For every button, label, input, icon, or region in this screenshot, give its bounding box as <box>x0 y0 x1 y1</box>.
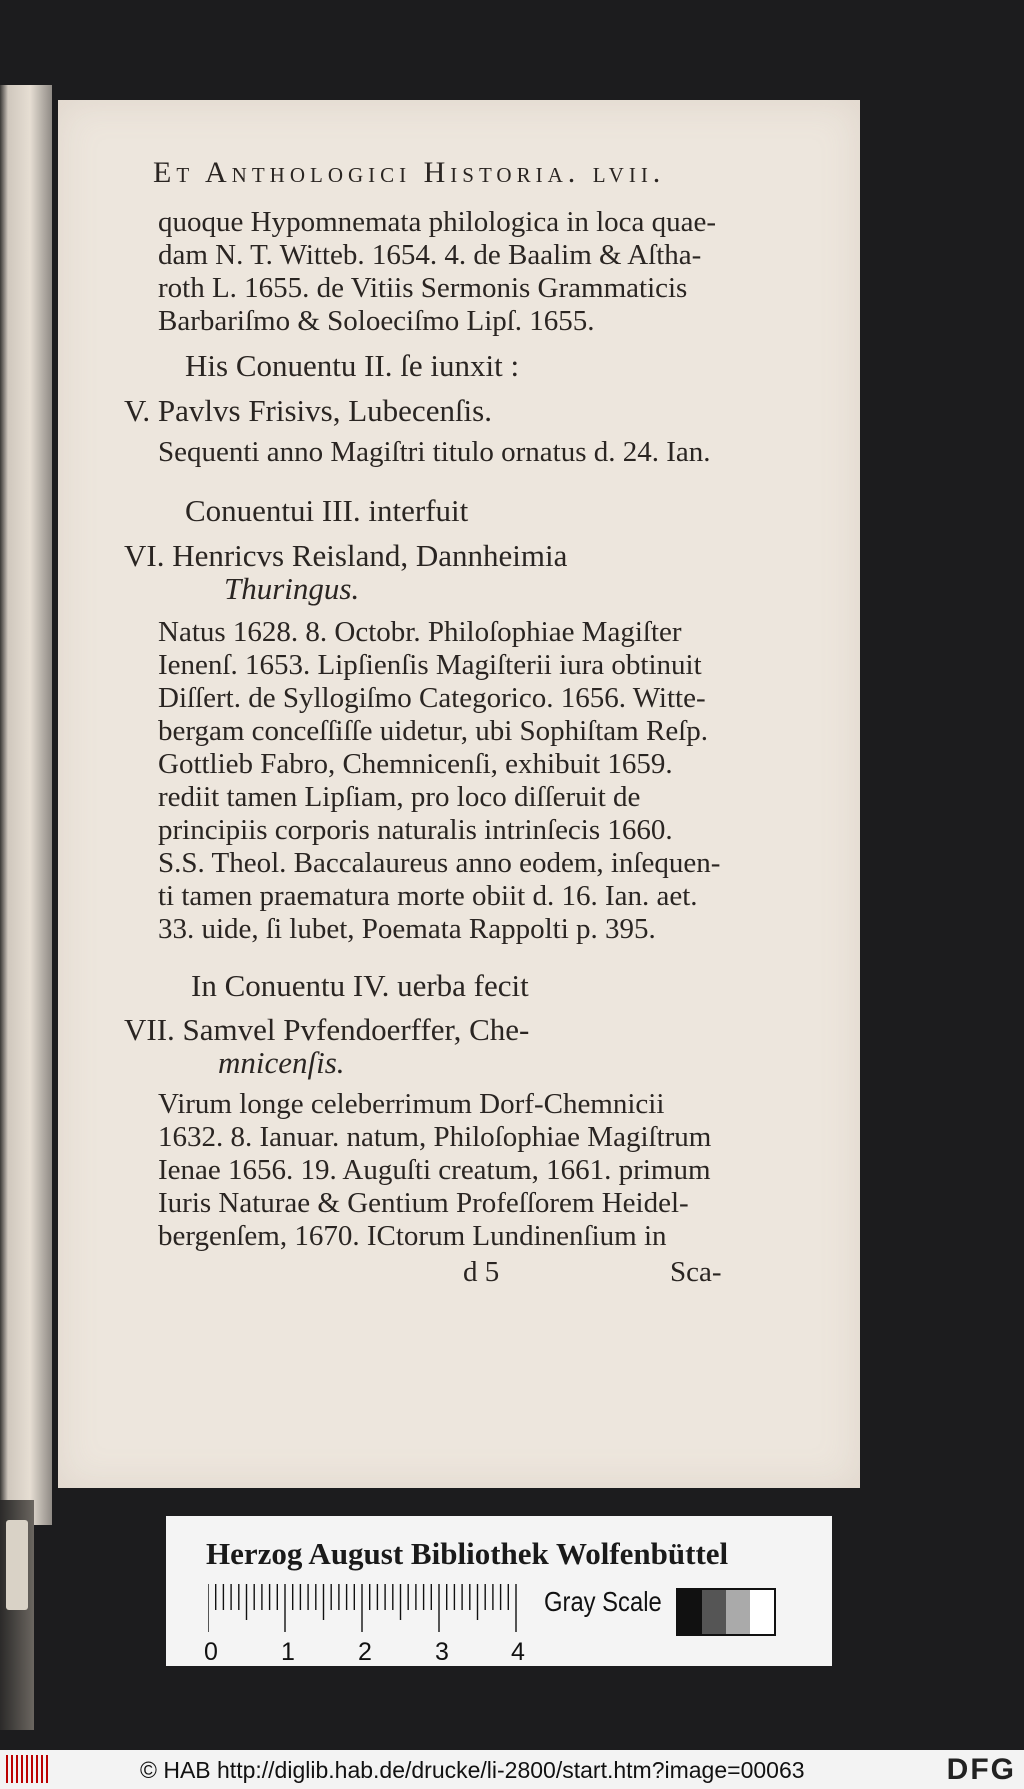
person-heading-cont: mnicenſis. <box>218 1045 345 1080</box>
ruler-scale <box>208 1584 518 1632</box>
barcode-icon <box>6 1755 48 1783</box>
text-line: Virum longe celeberrimum Dorf-Chemnicii <box>158 1088 665 1120</box>
text-line: Barbariſmo & Soloeciſmo Lipſ. 1655. <box>158 305 595 337</box>
footer-bar <box>0 1750 1024 1789</box>
calibration-card <box>166 1516 832 1666</box>
ruler-label: 1 <box>281 1638 295 1666</box>
text-line: Sequenti anno Magiſtri titulo ornatus d. 24. Ian. <box>158 436 711 468</box>
running-header: Et Anthologici Historia. lvii. <box>153 156 666 189</box>
ruler-label: 4 <box>511 1638 525 1666</box>
text-line: rediit tamen Lipſiam, pro loco diſſeruit de <box>158 781 641 813</box>
text-line: dam N. T. Witteb. 1654. 4. de Baalim & Aſtha- <box>158 239 702 271</box>
gray-swatch <box>678 1590 702 1634</box>
ruler-label: 2 <box>358 1638 372 1666</box>
source-link[interactable]: © HAB http://diglib.hab.de/drucke/li-2800/start.htm?image=00063 <box>140 1757 805 1783</box>
text-line: Ienae 1656. 19. Auguſti creatum, 1661. primum <box>158 1154 711 1186</box>
gray-scale-label: Gray Scale <box>544 1586 662 1617</box>
text-line: principiis corporis naturalis intrinſecis 1660. <box>158 814 673 846</box>
dfg-logo: DFG <box>946 1753 1016 1786</box>
gray-scale-swatches <box>676 1588 776 1636</box>
text-line: quoque Hypomnemata philologica in loca quae- <box>158 206 717 238</box>
text-line: 1632. 8. Ianuar. natum, Philoſophiae Magiſtrum <box>158 1121 712 1153</box>
text-line: Natus 1628. 8. Octobr. Philoſophiae Magiſter <box>158 616 682 648</box>
person-heading: VI. Henricvs Reisland, Dannheimia <box>124 538 568 573</box>
signature-mark: d 5 <box>463 1256 500 1288</box>
book-page <box>58 100 860 1488</box>
gray-swatch <box>750 1590 774 1634</box>
text-line: S.S. Theol. Baccalaureus anno eodem, inſequen- <box>158 847 721 879</box>
text-line: roth L. 1655. de Vitiis Sermonis Grammaticis <box>158 272 688 304</box>
text-line: ti tamen praematura morte obiit d. 16. Ian. aet. <box>158 880 698 912</box>
section-heading: In Conuentu IV. uerba fecit <box>191 968 529 1003</box>
gray-swatch <box>726 1590 750 1634</box>
text-line: 33. uide, ſi lubet, Poemata Rappolti p. 395. <box>158 913 656 945</box>
catchword: Sca- <box>670 1256 722 1288</box>
section-heading: His Conuentu II. ſe iunxit : <box>185 348 520 383</box>
text-line: Iuris Naturae & Gentium Profeſſorem Heidel- <box>158 1187 689 1219</box>
text-line: Gottlieb Fabro, Chemnicenſi, exhibuit 1659. <box>158 748 673 780</box>
person-heading: VII. Samvel Pvfendoerffer, Che- <box>124 1012 530 1047</box>
gray-swatch <box>702 1590 726 1634</box>
text-line: bergam conceſſiſſe uidetur, ubi Sophiſtam Reſp. <box>158 715 708 747</box>
person-heading: V. Pavlvs Frisivs, Lubecenſis. <box>124 393 492 428</box>
ruler-label: 3 <box>435 1638 449 1666</box>
text-line: bergenſem, 1670. ICtorum Lundinenſium in <box>158 1220 667 1252</box>
card-title: Herzog August Bibliothek Wolfenbüttel <box>206 1536 729 1571</box>
ruler-label: 0 <box>204 1638 218 1666</box>
section-heading: Conuentui III. interfuit <box>185 493 469 528</box>
spine-label <box>6 1520 28 1610</box>
book-edge <box>0 85 52 1525</box>
text-line: Ienenſ. 1653. Lipſienſis Magiſterii iura obtinuit <box>158 649 702 681</box>
person-heading-cont: Thuringus. <box>224 571 360 606</box>
text-line: Diſſert. de Syllogiſmo Categorico. 1656. Witte- <box>158 682 706 714</box>
